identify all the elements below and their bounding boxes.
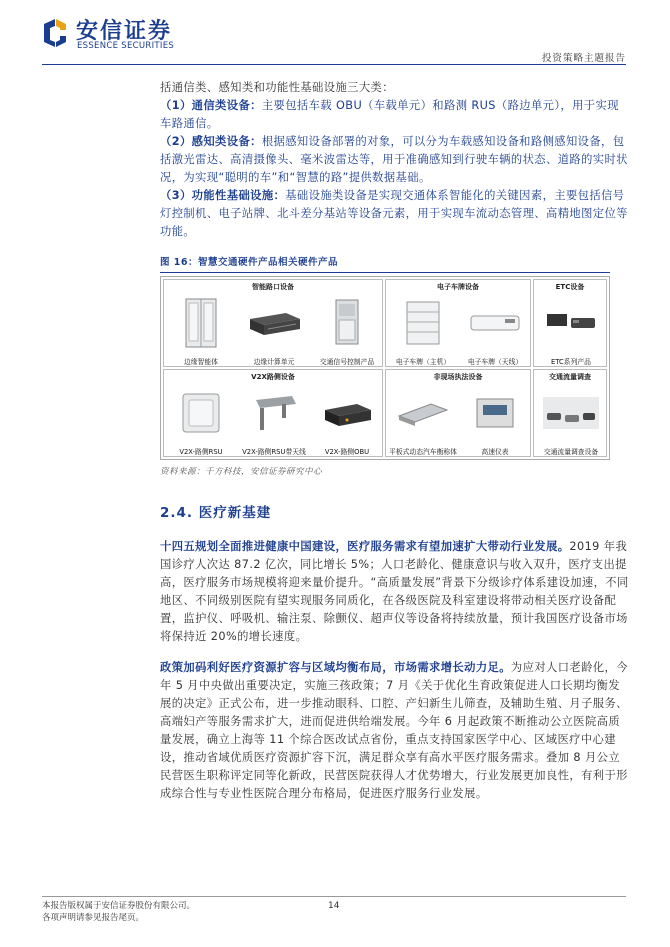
paragraph-body: 为应对人口老龄化，今年 5 月中央做出重要决定，实施三孩政策；7 月《关于优化生育政策促进人口长期均衡发展的决定》正式公布，进一步推动眼科、口腔、产妇新生儿筛查，及辅助生殖、月子服务、高端妇产等服务需求扩大，进而促进供给端发展。今年 6 月起政策不断推动公立医院高质量发展，确立上海等 11 个综合医改试点省份，重点支持国家医学中心、区域医疗中心建设，推动省域优质医疗资源扩容下沉，满足群众享有高水平医疗服务需求。叠加 8 月公立民营医生职称评定同等化新政，民营医院获得人才优势增大，行业发展更加良性，有利于形成综合性与专业性医院合理分布格局，促进医疗服务行业发展。	[160, 661, 628, 800]
product-cell	[166, 382, 236, 456]
traffic-survey-image	[541, 393, 601, 433]
product-caption: 电子车牌（主机）	[395, 358, 451, 366]
product-caption: V2X-路侧RSU带天线	[242, 448, 306, 456]
plate-antenna-image	[467, 310, 523, 336]
edge-cabinet-image	[184, 298, 218, 348]
page-header	[0, 0, 670, 62]
footer-line-1: 本报告版权属于安信证券股份有限公司。	[42, 901, 196, 911]
page-number: 14	[328, 901, 340, 911]
product-cell	[460, 292, 530, 366]
edge-computing-unit-image	[246, 307, 302, 339]
item-number: （1）	[160, 99, 192, 112]
report-type: 投资策略主题报告	[541, 53, 626, 64]
essence-logo-icon	[42, 18, 68, 48]
product-caption: V2X-路侧RSU	[179, 448, 223, 456]
section-title	[160, 501, 271, 521]
product-caption: 交通流量调查设备	[543, 448, 599, 456]
group-title: 非现场执法设备	[433, 373, 483, 381]
group-v2x	[163, 369, 383, 457]
paragraph-2	[160, 659, 630, 803]
header-divider	[42, 64, 626, 65]
product-caption: V2X-路侧OBU	[324, 448, 370, 456]
product-caption: 平板式动态汽车衡称体	[389, 448, 457, 456]
paragraph-lead: 政策加码利好医疗资源扩容与区域均衡布局，市场需求增长动力足。	[160, 661, 511, 674]
figure-title: 图 16：智慧交通硬件产品相关硬件产品	[160, 254, 610, 273]
product-cell	[166, 292, 236, 366]
footer-line-2: 各项声明请参见报告尾页。	[42, 913, 145, 923]
item-term: 功能性基础设施：	[191, 189, 286, 202]
intro-item-3	[160, 187, 630, 241]
logo-chinese-name: 安信证券	[76, 19, 173, 44]
product-cell	[238, 292, 310, 366]
weigh-plate-image	[395, 396, 451, 430]
product-caption: 边缘智能体	[184, 358, 218, 366]
product-caption: 电子车牌（天线）	[467, 358, 523, 366]
item-text: 基础设施类设备是实现交通体系智能化的关键因素，主要包括信号灯控制机、电子站牌、北斗差分基站等设备元素，用于实现车流动态管理、高精地图定位等功能。	[160, 189, 628, 238]
group-title: 电子车牌设备	[437, 283, 479, 291]
group-enforcement	[385, 369, 531, 457]
group-title: 智能路口设备	[252, 283, 294, 291]
product-cell	[388, 382, 458, 456]
product-caption: 边缘计算单元	[253, 358, 295, 366]
group-traffic-survey	[533, 369, 607, 457]
plate-host-image	[401, 298, 445, 348]
product-cell	[388, 292, 458, 366]
group-electronic-plate	[385, 279, 531, 367]
item-text: 主要包括车载 OBU（车载单元）和路测 RUS（路边单元），用于实现车路通信。	[160, 99, 619, 130]
footer-divider	[42, 896, 626, 897]
group-title: 交通流量调查	[549, 373, 591, 381]
intro-lead: 括通信类、感知类和功能性基础设施三大类：	[160, 81, 394, 94]
rsu-antenna-image	[246, 390, 302, 436]
intro-block	[160, 79, 630, 241]
figure-source: 资料来源：千方科技，安信证券研究中心	[160, 467, 323, 477]
figure-panel	[160, 276, 610, 460]
group-title: ETC设备	[555, 283, 585, 291]
product-cell	[312, 292, 382, 366]
rsu-image	[179, 390, 223, 436]
item-term: 感知类设备：	[191, 135, 262, 148]
item-term: 通信类设备：	[191, 99, 262, 112]
intro-item-1	[160, 97, 630, 133]
product-caption: 高速仪表	[481, 448, 509, 456]
product-cell	[536, 382, 606, 456]
product-cell	[460, 382, 530, 456]
product-caption: ETC系列产品	[551, 358, 591, 366]
product-cell	[536, 292, 606, 366]
highway-instrument-image	[473, 393, 517, 433]
product-cell	[238, 382, 310, 456]
group-etc	[533, 279, 607, 367]
signal-controller-image	[332, 298, 362, 348]
product-caption: 交通信号控制产品	[319, 358, 375, 366]
logo-english-name: ESSENCE SECURITIES	[77, 41, 175, 51]
intro-item-2	[160, 133, 630, 187]
section-number: 2.4.	[160, 505, 194, 521]
item-text: 根据感知设备部署的对象，可以分为车载感知设备和路侧感知设备，包括激光雷达、高清摄像头、毫米波雷达等，用于准确感知到行驶车辆的状态、道路的实时状况，为实现“聪明的车”和“智慧的路”提供数据基础。	[160, 135, 628, 184]
etc-products-image	[543, 306, 599, 340]
group-intersection	[163, 279, 383, 367]
footer-disclaimer	[42, 900, 195, 924]
paragraph-1	[160, 538, 630, 646]
item-number: （3）	[160, 189, 192, 202]
group-title: V2X路侧设备	[251, 373, 295, 381]
paragraph-body: 2019 年我国诊疗人次达 87.2 亿次，同比增长 5%；人口老龄化、健康意识与收入双升，医疗支出提高，医疗服务市场规模将迎来量价提升。“高质量发展”背景下分级诊疗体系建设加速，不同地区、不同级别医院有望实现服务同质化，在各级医院及科室建设将带动相关医疗设备配置，监护仪、呼吸机、输注泵、除颤仪、超声仪等设备将持续放量，预计我国医疗设备市场将保持近 20%的增长速度。	[160, 540, 629, 643]
obu-image	[321, 396, 373, 430]
item-number: （2）	[160, 135, 192, 148]
section-heading: 医疗新基建	[198, 505, 272, 521]
paragraph-lead: 十四五规划全面推进健康中国建设，医疗服务需求有望加速扩大带动行业发展。	[160, 540, 570, 553]
product-cell	[312, 382, 382, 456]
